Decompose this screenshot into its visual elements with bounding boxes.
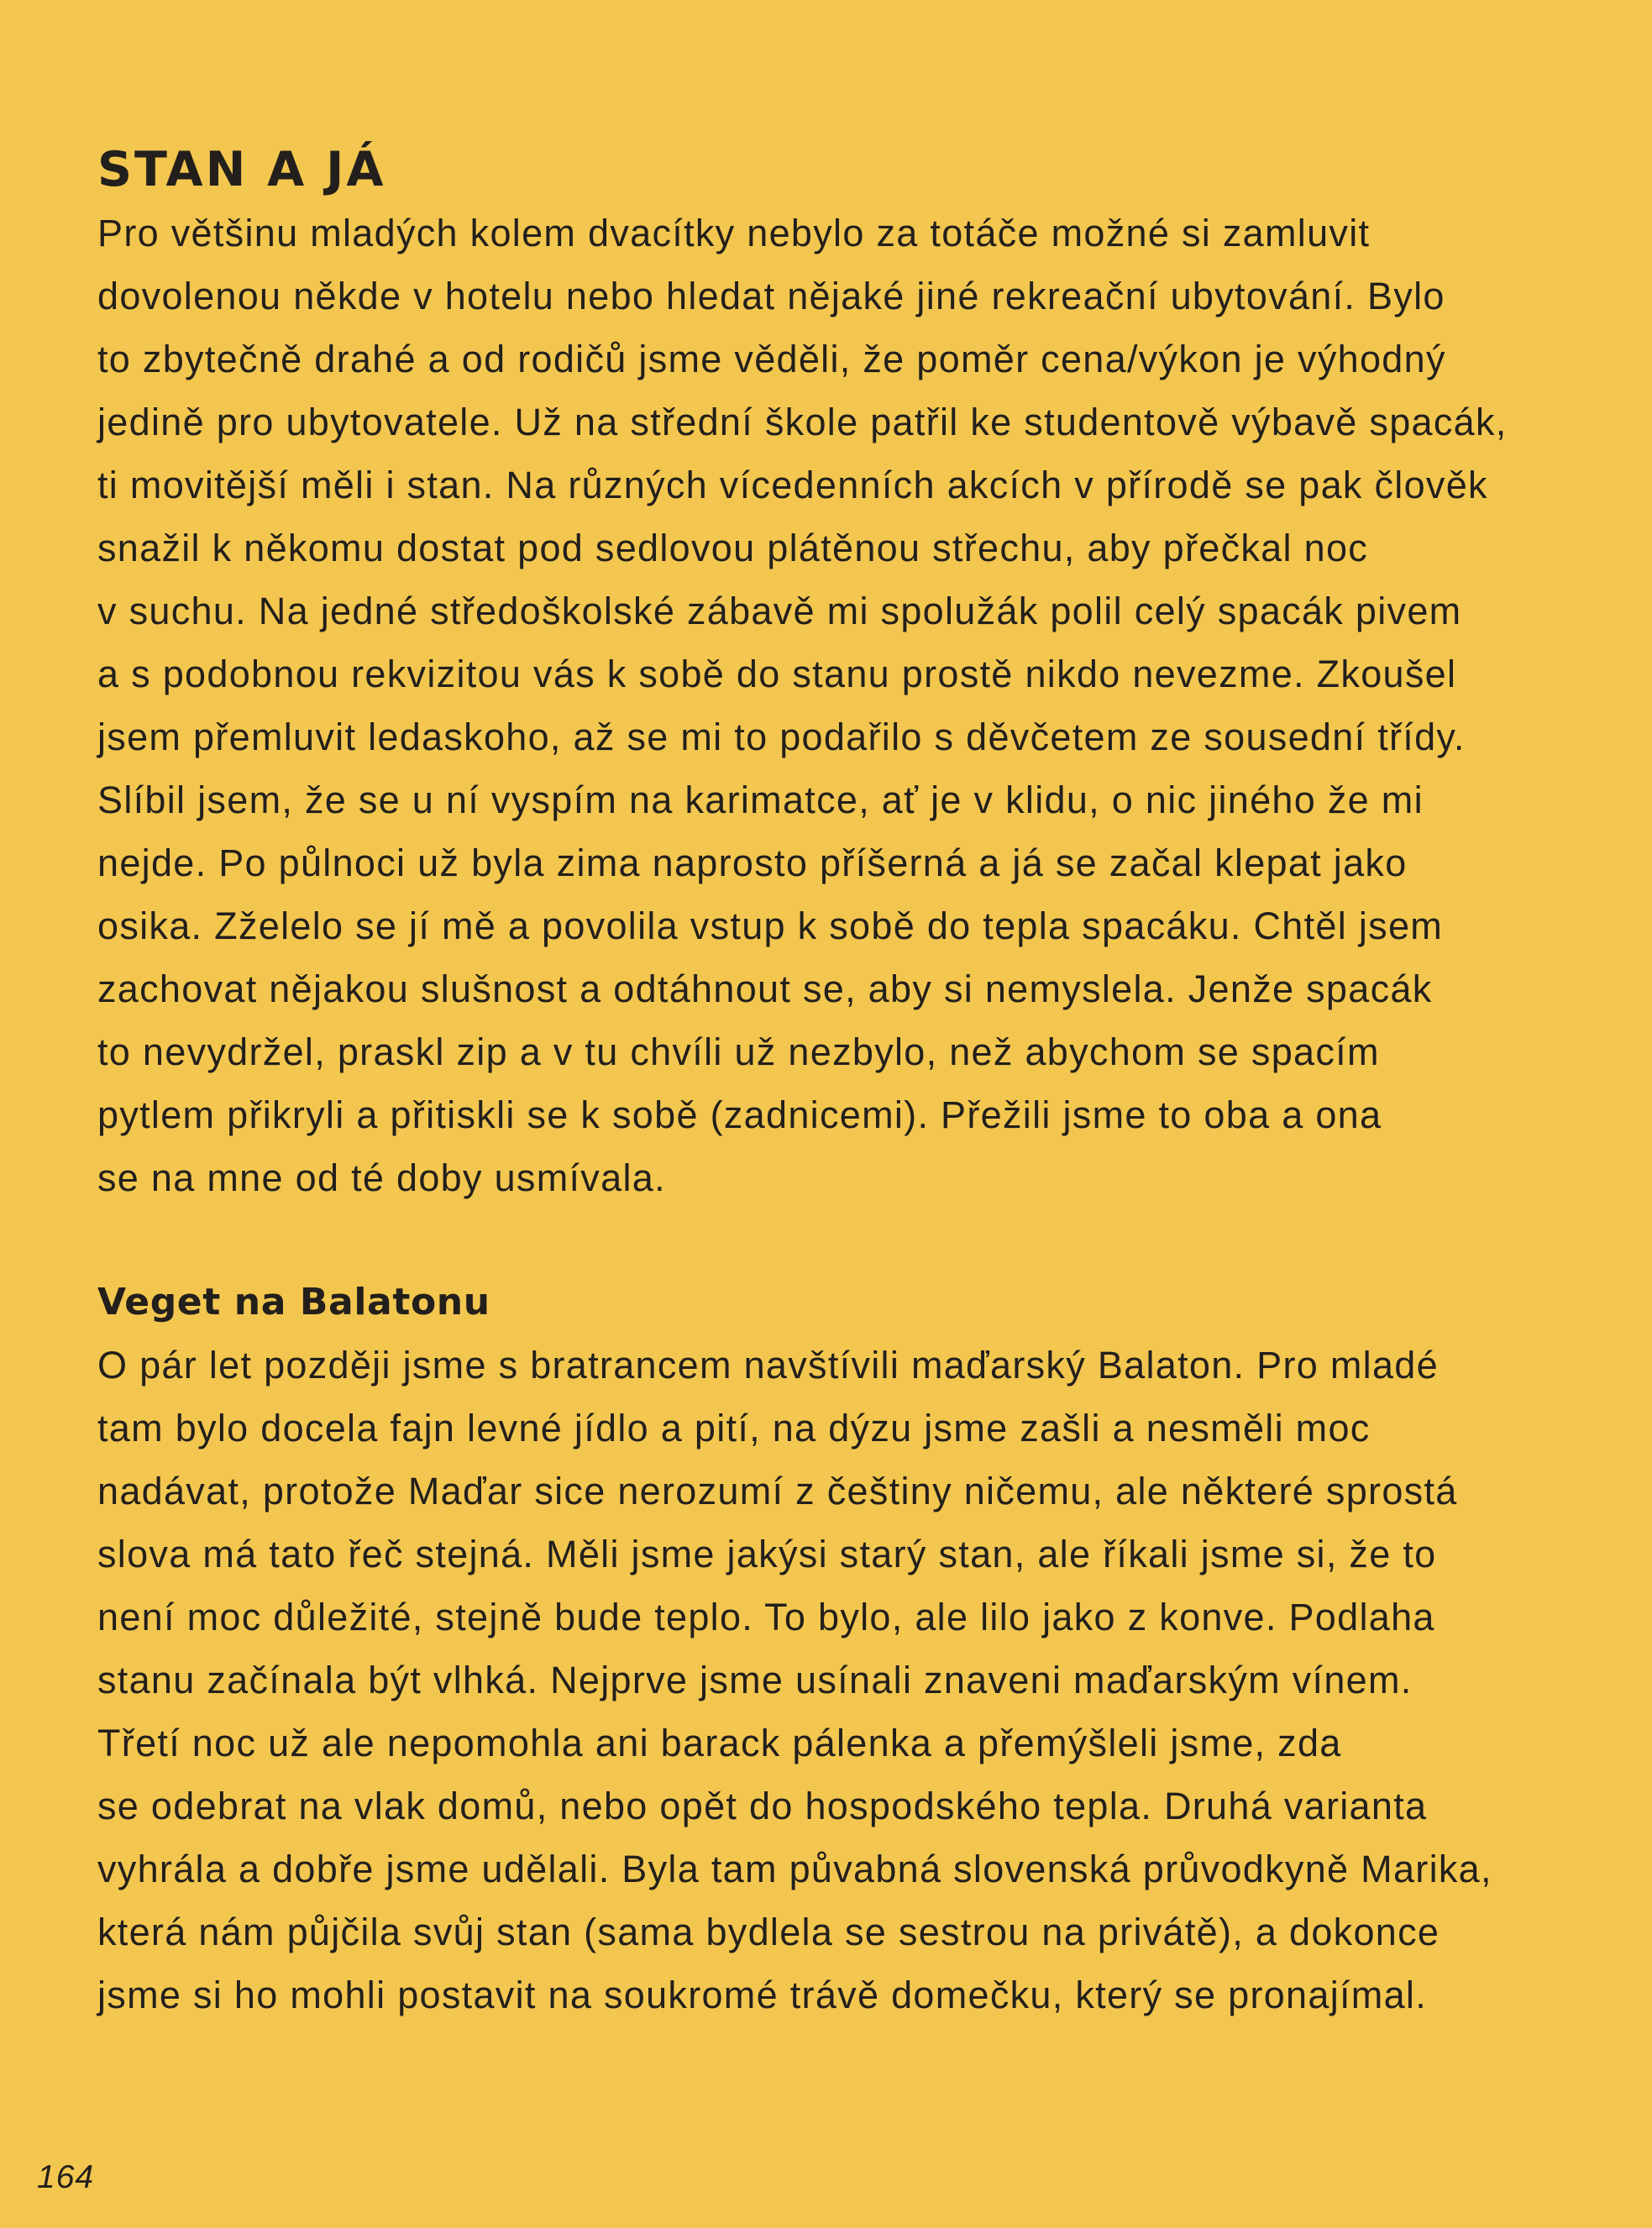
section-line-9: vyhrála a dobře jsme udělali. Byla tam půvabná slovenská průvodkyně Marika, [97,1848,1492,1890]
section-paragraph [97,1334,1542,2026]
section-line-4: slova má tato řeč stejná. Měli jsme jakýsi starý stan, ale říkali jsme si, že to [97,1533,1437,1575]
paragraph-line-8: a s podobnou rekvizitou vás k sobě do stanu prostě nikdo nevezme. Zkoušel [97,653,1457,695]
section-line-10: která nám půjčila svůj stan (sama bydlela se sestrou na privátě), a dokonce [97,1911,1440,1953]
section-line-6: stanu začínala být vlhká. Nejprve jsme usínali znaveni maďarským vínem. [97,1659,1413,1701]
page-number: 164 [37,2159,95,2195]
paragraph-line-4: jedině pro ubytovatele. Už na střední škole patřil ke studentově výbavě spacák, [97,401,1508,443]
section-heading: Veget na Balatonu [97,1281,490,1324]
section-line-11: jsme si ho mohli postavit na soukromé trávě domečku, který se pronajímal. [97,1974,1428,2016]
paragraph-line-1: Pro většinu mladých kolem dvacítky nebylo za totáče možné si zamluvit [97,212,1371,254]
section-line-2: tam bylo docela fajn levné jídlo a pití, na dýzu jsme zašli a nesměli moc [97,1407,1371,1450]
page-title: STAN A JÁ [97,142,386,197]
paragraph-line-16: se na mne od té doby usmívala. [97,1156,666,1199]
page-content [97,138,1542,2026]
paragraph-line-10: Slíbil jsem, že se u ní vyspím na karimatce, ať je v klidu, o nic jiného že mi [97,778,1424,821]
paragraph-line-15: pytlem přikryli a přitiskli se k sobě (zadnicemi). Přežili jsme to oba a ona [97,1093,1382,1136]
paragraph-line-13: zachovat nějakou slušnost a odtáhnout se, aby si nemyslela. Jenže spacák [97,967,1433,1010]
paragraph-line-14: to nevydržel, praskl zip a v tu chvíli už nezbylo, než abychom se spacím [97,1030,1380,1073]
section-line-5: není moc důležité, stejně bude teplo. To bylo, ale lilo jako z konve. Podlaha [97,1596,1435,1638]
paragraph-line-12: osika. Zželelo se jí mě a povolila vstup k sobě do tepla spacáku. Chtěl jsem [97,904,1444,947]
paragraph-line-7: v suchu. Na jedné středoškolské zábavě mi spolužák polil celý spacák pivem [97,590,1462,632]
opening-paragraph [97,202,1542,1209]
paragraph-line-5: ti movitější měli i stan. Na různých vícedenních akcích v přírodě se pak člověk [97,464,1488,506]
section-line-1: O pár let později jsme s bratrancem navštívili maďarský Balaton. Pro mladé [97,1344,1439,1387]
paragraph-line-2: dovolenou někde v hotelu nebo hledat nějaké jiné rekreační ubytování. Bylo [97,275,1445,317]
paragraph-line-6: snažil k někomu dostat pod sedlovou plátěnou střechu, aby přečkal noc [97,527,1369,569]
paragraph-line-3: to zbytečně drahé a od rodičů jsme věděli, že poměr cena/výkon je výhodný [97,338,1446,380]
section-line-3: nadávat, protože Maďar sice nerozumí z češtiny ničemu, ale některé sprostá [97,1470,1458,1512]
paragraph-line-9: jsem přemluvit ledaskoho, až se mi to podařilo s děvčetem ze sousední třídy. [97,716,1466,758]
section-line-7: Třetí noc už ale nepomohla ani barack pálenka a přemýšleli jsme, zda [97,1722,1342,1764]
section-line-8: se odebrat na vlak domů, nebo opět do hospodského tepla. Druhá varianta [97,1785,1428,1827]
paragraph-line-11: nejde. Po půlnoci už byla zima naprosto příšerná a já se začal klepat jako [97,841,1408,884]
